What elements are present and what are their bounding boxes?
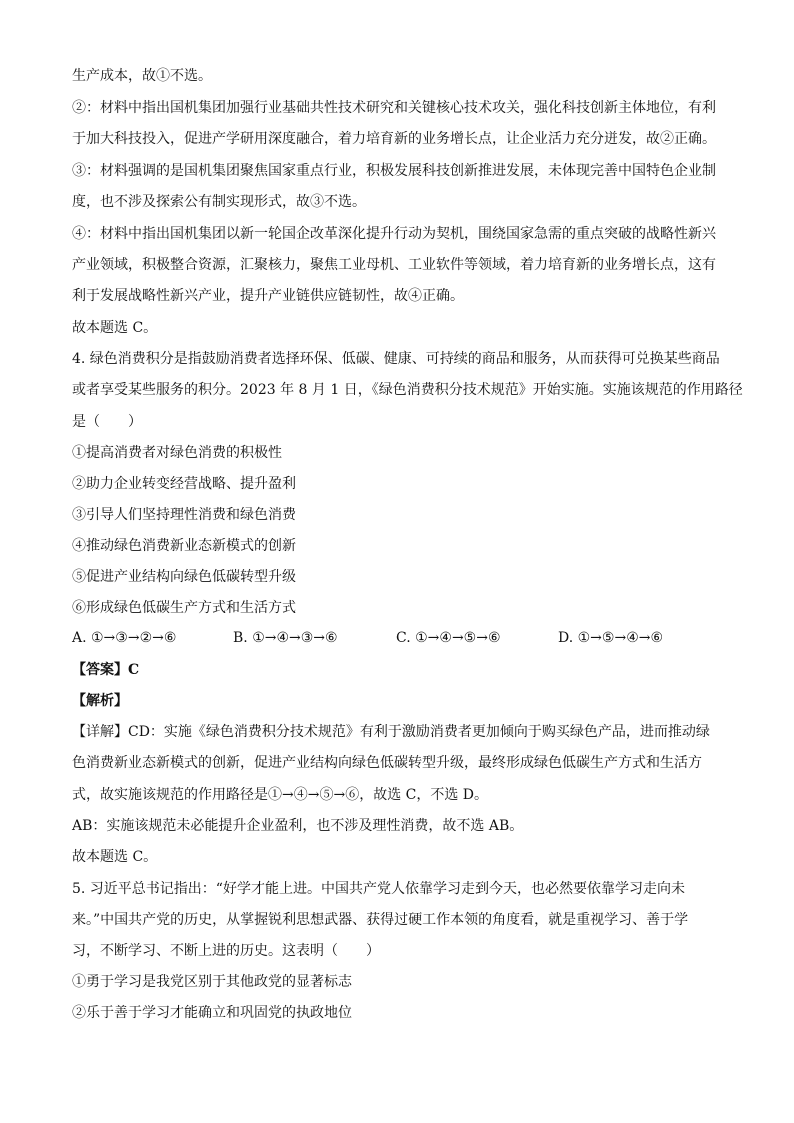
option-d: D. ①→⑤→④→⑥ xyxy=(558,630,664,646)
option-c: C. ①→④→⑤→⑥ xyxy=(396,630,501,646)
q4-item: ①提高消费者对绿色消费的积极性 xyxy=(72,445,282,461)
option-a: A. ①→③→②→⑥ xyxy=(72,630,177,646)
ab-explanation: AB：实施该规范未必能提升企业盈利，也不涉及理性消费，故不选 AB。 xyxy=(72,818,524,834)
q5-stem: 5. 习近平总书记指出：“好学才能上进。中国共产党人依靠学习走到今天，也必然要依靠学习走向未 xyxy=(72,881,685,897)
q4-conclusion: 故本题选 C。 xyxy=(72,849,158,865)
q5-item: ②乐于善于学习才能确立和巩固党的执政地位 xyxy=(72,1005,352,1021)
q3-analysis-4-cont: 产业领域，积极整合资源，汇聚核力，聚焦工业母机、工业软件等领域，着力培育新的业务增长点，这有 xyxy=(72,257,716,273)
detail-text-cont: 色消费新业态新模式的创新，促进产业结构向绿色低碳转型升级，最终形成绿色低碳生产方式和生活方 xyxy=(72,755,702,771)
q4-item: ⑤促进产业结构向绿色低碳转型升级 xyxy=(72,569,296,585)
q4-item: ②助力企业转变经营战略、提升盈利 xyxy=(72,476,296,492)
q4-stem-cont: 或者享受某些服务的积分。2023 年 8 月 1 日，《绿色消费积分技术规范》开始实施。实施该规范的作用路径 xyxy=(72,382,743,398)
detail-text-end: 式，故实施该规范的作用路径是①→④→⑤→⑥，故选 C，不选 D。 xyxy=(72,787,489,803)
analysis-label: 【解析】 xyxy=(72,693,128,709)
q4-stem: 4. 绿色消费积分是指鼓励消费者选择环保、低碳、健康、可持续的商品和服务，从而获得可兑换某些商品 xyxy=(72,351,720,367)
q5-stem-cont: 来。”中国共产党的历史，从掌握锐利思想武器、获得过硬工作本领的角度看，就是重视学习、善于学 xyxy=(72,912,689,928)
q5-stem-end: 习，不断学习、不断上进的历史。这表明（ ） xyxy=(72,943,380,959)
answer-label: 【答案】C xyxy=(72,662,140,678)
q4-stem-end: 是（ ） xyxy=(72,414,142,430)
q3-analysis-2-cont: 于加大科技投入，促进产学研用深度融合，着力培育新的业务增长点，让企业活力充分迸发，故②正确。 xyxy=(72,131,716,147)
q3-conclusion: 故本题选 C。 xyxy=(72,320,158,336)
q4-item: ③引导人们坚持理性消费和绿色消费 xyxy=(72,507,296,523)
q3-analysis-2: ②：材料中指出国机集团加强行业基础共性技术研究和关键核心技术攻关，强化科技创新主体地位，有利 xyxy=(72,100,716,116)
q3-analysis-4: ④：材料中指出国机集团以新一轮国企改革深化提升行动为契机，围绕国家急需的重点突破的战略性新兴 xyxy=(72,226,716,242)
q3-analysis-3-cont: 度，也不涉及探索公有制实现形式，故③不选。 xyxy=(72,194,366,210)
q5-item: ①勇于学习是我党区别于其他政党的显著标志 xyxy=(72,974,352,990)
q3-analysis-3: ③：材料强调的是国机集团聚焦国家重点行业，积极发展科技创新推进发展，未体现完善中国特色企业制 xyxy=(72,163,716,179)
q3-text-line: 生产成本，故①不选。 xyxy=(72,68,212,84)
detail-text: 【详解】CD：实施《绿色消费积分技术规范》有利于激励消费者更加倾向于购买绿色产品，进而推动绿 xyxy=(72,724,710,740)
q4-item: ⑥形成绿色低碳生产方式和生活方式 xyxy=(72,600,296,616)
q3-analysis-4-cont2: 利于发展战略性新兴产业，提升产业链供应链韧性，故④正确。 xyxy=(72,288,464,304)
q4-item: ④推动绿色消费新业态新模式的创新 xyxy=(72,538,296,554)
option-b: B. ①→④→③→⑥ xyxy=(233,630,338,646)
